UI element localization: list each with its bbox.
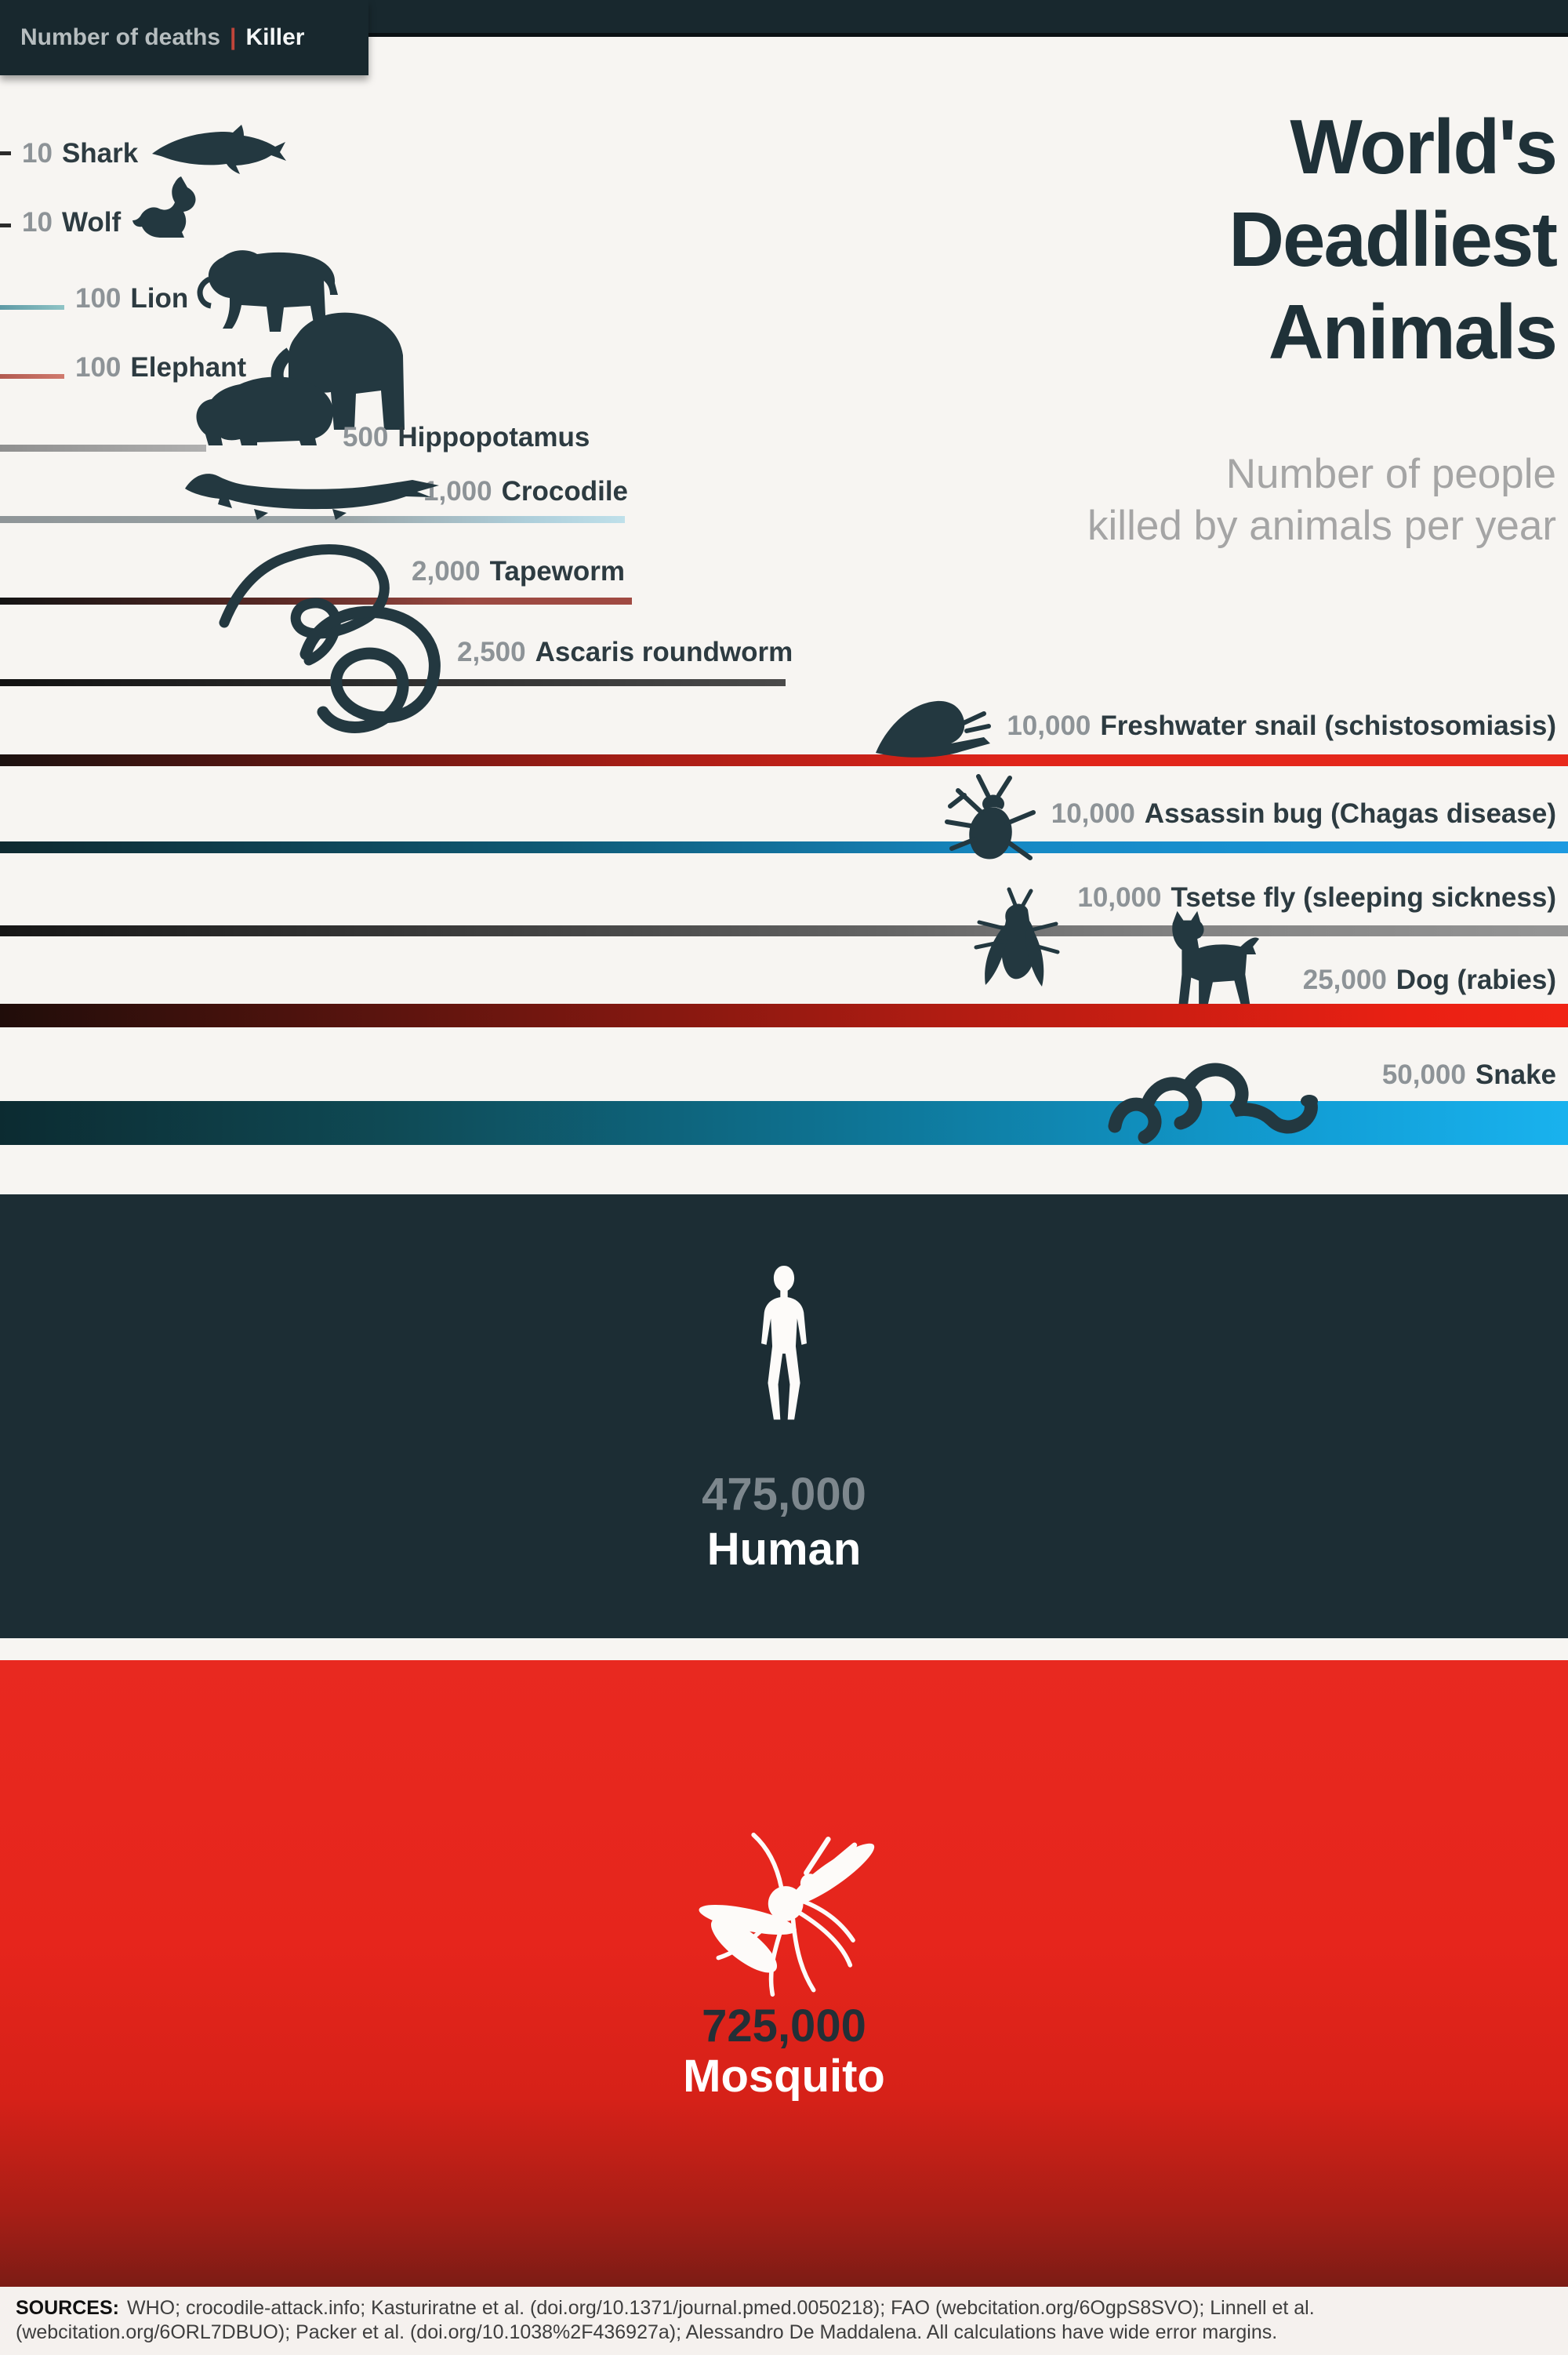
dog-icon <box>1152 900 1261 1009</box>
human-icon <box>750 1264 818 1424</box>
sources-text: WHO; crocodile-attack.info; Kasturiratne et al. (doi.org/10.1371/journal.pmed.0050218); FAO (webcitation.org/6OgpS8SVO); Linnell et al. (webcitation.org/6ORL7DBUO); Packer et al. (doi.org/10.1038%2F436927a); Alessandro De Maddalena. All calculations have wide error margins. <box>16 2297 1315 2343</box>
row-label-freshwater-snail: 10,000 Freshwater snail (schistosomiasis) <box>1007 710 1556 741</box>
row-label-elephant: 100 Elephant <box>75 352 247 383</box>
hippopotamus-bar <box>0 445 206 452</box>
row-label-tsetse-fly: 10,000 Tsetse fly (sleeping sickness) <box>1077 882 1556 913</box>
assassin-bug-icon <box>933 770 1043 880</box>
killer-axis-label: Killer <box>245 24 305 50</box>
row-label-assassin-bug: 10,000 Assassin bug (Chagas disease) <box>1051 798 1556 829</box>
elephant-bar <box>0 374 64 379</box>
row-label-crocodile: 1,000 Crocodile <box>423 476 629 507</box>
badge-separator: | <box>230 24 237 50</box>
sources-label: SOURCES: <box>16 2297 119 2319</box>
wolf-icon <box>132 176 204 238</box>
mosquito-value: 725,000 <box>702 2001 866 2052</box>
deaths-axis-label: Number of deaths <box>20 24 221 50</box>
human-value: 475,000 <box>702 1469 866 1520</box>
dog-bar <box>0 1004 1568 1027</box>
lion-bar <box>0 305 64 310</box>
row-label-shark: 10 Shark <box>22 138 139 169</box>
mosquito-icon <box>674 1810 902 2008</box>
row-label-tapeworm: 2,000 Tapeworm <box>412 556 626 587</box>
crocodile-icon <box>179 464 441 525</box>
row-label-hippopotamus: 500 Hippopotamus <box>343 422 590 452</box>
title-line-1: World's <box>1290 104 1556 190</box>
ascaris-roundworm-icon <box>276 598 448 753</box>
shark-icon <box>149 124 286 175</box>
hippopotamus-icon <box>190 370 343 447</box>
wolf-bar <box>0 224 11 227</box>
subtitle-line-2: killed by animals per year <box>1087 503 1556 549</box>
tsetse-fly-bar <box>0 925 1568 936</box>
row-label-ascaris-roundworm: 2,500 Ascaris roundworm <box>457 637 793 667</box>
human-label: Human <box>706 1524 862 1575</box>
page-title <box>1229 100 1556 378</box>
mosquito-label: Mosquito <box>683 2051 885 2102</box>
title-line-2: Deadliest <box>1229 196 1556 282</box>
sources-footer <box>0 2287 1568 2355</box>
row-label-lion: 100 Lion <box>75 283 189 314</box>
snake-bar <box>0 1101 1568 1145</box>
freshwater-snail-icon <box>866 690 996 761</box>
legend-badge <box>0 0 368 75</box>
subtitle-line-1: Number of people <box>1225 451 1556 497</box>
freshwater-snail-bar <box>0 754 1568 766</box>
assassin-bug-bar <box>0 841 1568 853</box>
row-label-wolf: 10 Wolf <box>22 207 122 238</box>
snake-icon <box>1107 1049 1319 1147</box>
shark-bar <box>0 151 11 155</box>
tsetse-fly-icon <box>960 885 1066 996</box>
row-label-dog: 25,000 Dog (rabies) <box>1302 965 1556 995</box>
row-label-snake: 50,000 Snake <box>1381 1059 1556 1090</box>
page-subtitle <box>1087 449 1556 552</box>
title-line-3: Animals <box>1268 289 1556 375</box>
